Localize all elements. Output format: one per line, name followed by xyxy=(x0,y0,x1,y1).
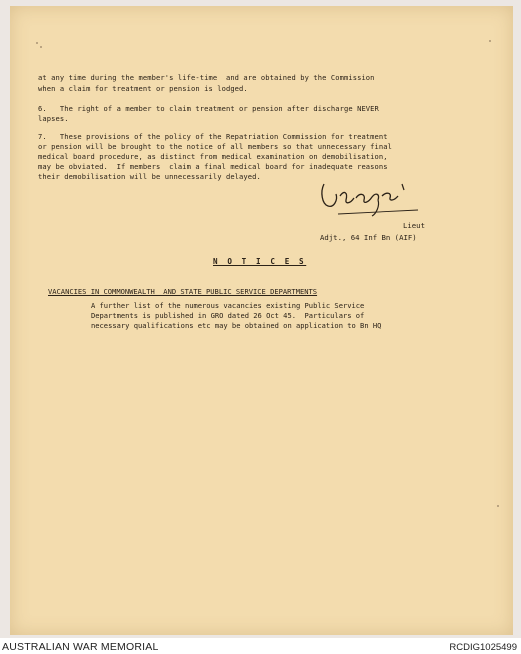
signer-unit: Adjt., 64 Inf Bn (AIF) xyxy=(320,233,417,242)
notices-title: N O T I C E S xyxy=(213,257,307,266)
footer-record-id: RCDIG1025499 xyxy=(449,642,517,653)
section-body-line-3: necessary qualifications etc may be obtained on application to Bn HQ xyxy=(91,321,382,330)
paragraph-7-line-1: 7. These provisions of the policy of the Repatriation Commission for treatment xyxy=(38,132,388,141)
paragraph-7-line-5: their demobilisation will be unnecessarily delayed. xyxy=(38,172,261,181)
footer-institution: AUSTRALIAN WAR MEMORIAL xyxy=(2,641,159,653)
continuation-line-2: when a claim for treatment or pension is lodged. xyxy=(38,84,248,93)
section-heading: VACANCIES IN COMMONWEALTH AND STATE PUBLIC SERVICE DEPARTMENTS xyxy=(48,287,318,296)
paper-speck xyxy=(489,40,491,42)
paragraph-7-line-2: or pension will be brought to the notice of all members so that unnecessary final xyxy=(38,142,393,151)
paragraph-7-line-4: may be obviated. If members claim a final medical board for inadequate reasons xyxy=(38,162,388,171)
handwritten-signature xyxy=(318,170,428,222)
paper-speck xyxy=(36,42,38,44)
section-body-line-2: Departments is published in GRO dated 26 Oct 45. Particulars of xyxy=(91,311,365,320)
paragraph-7-line-3: medical board procedure, as distinct from medical examination on demobilisation, xyxy=(38,152,388,161)
section-body-line-1: A further list of the numerous vacancies existing Public Service xyxy=(91,301,365,310)
signer-rank: Lieut xyxy=(403,221,425,230)
paragraph-6: 6. The right of a member to claim treatment or pension after discharge NEVER lapses. xyxy=(38,104,379,123)
continuation-line-1: at any time during the member's life-time and are obtained by the Commission xyxy=(38,73,375,82)
paper-speck xyxy=(497,505,499,507)
paper-speck xyxy=(40,46,42,48)
